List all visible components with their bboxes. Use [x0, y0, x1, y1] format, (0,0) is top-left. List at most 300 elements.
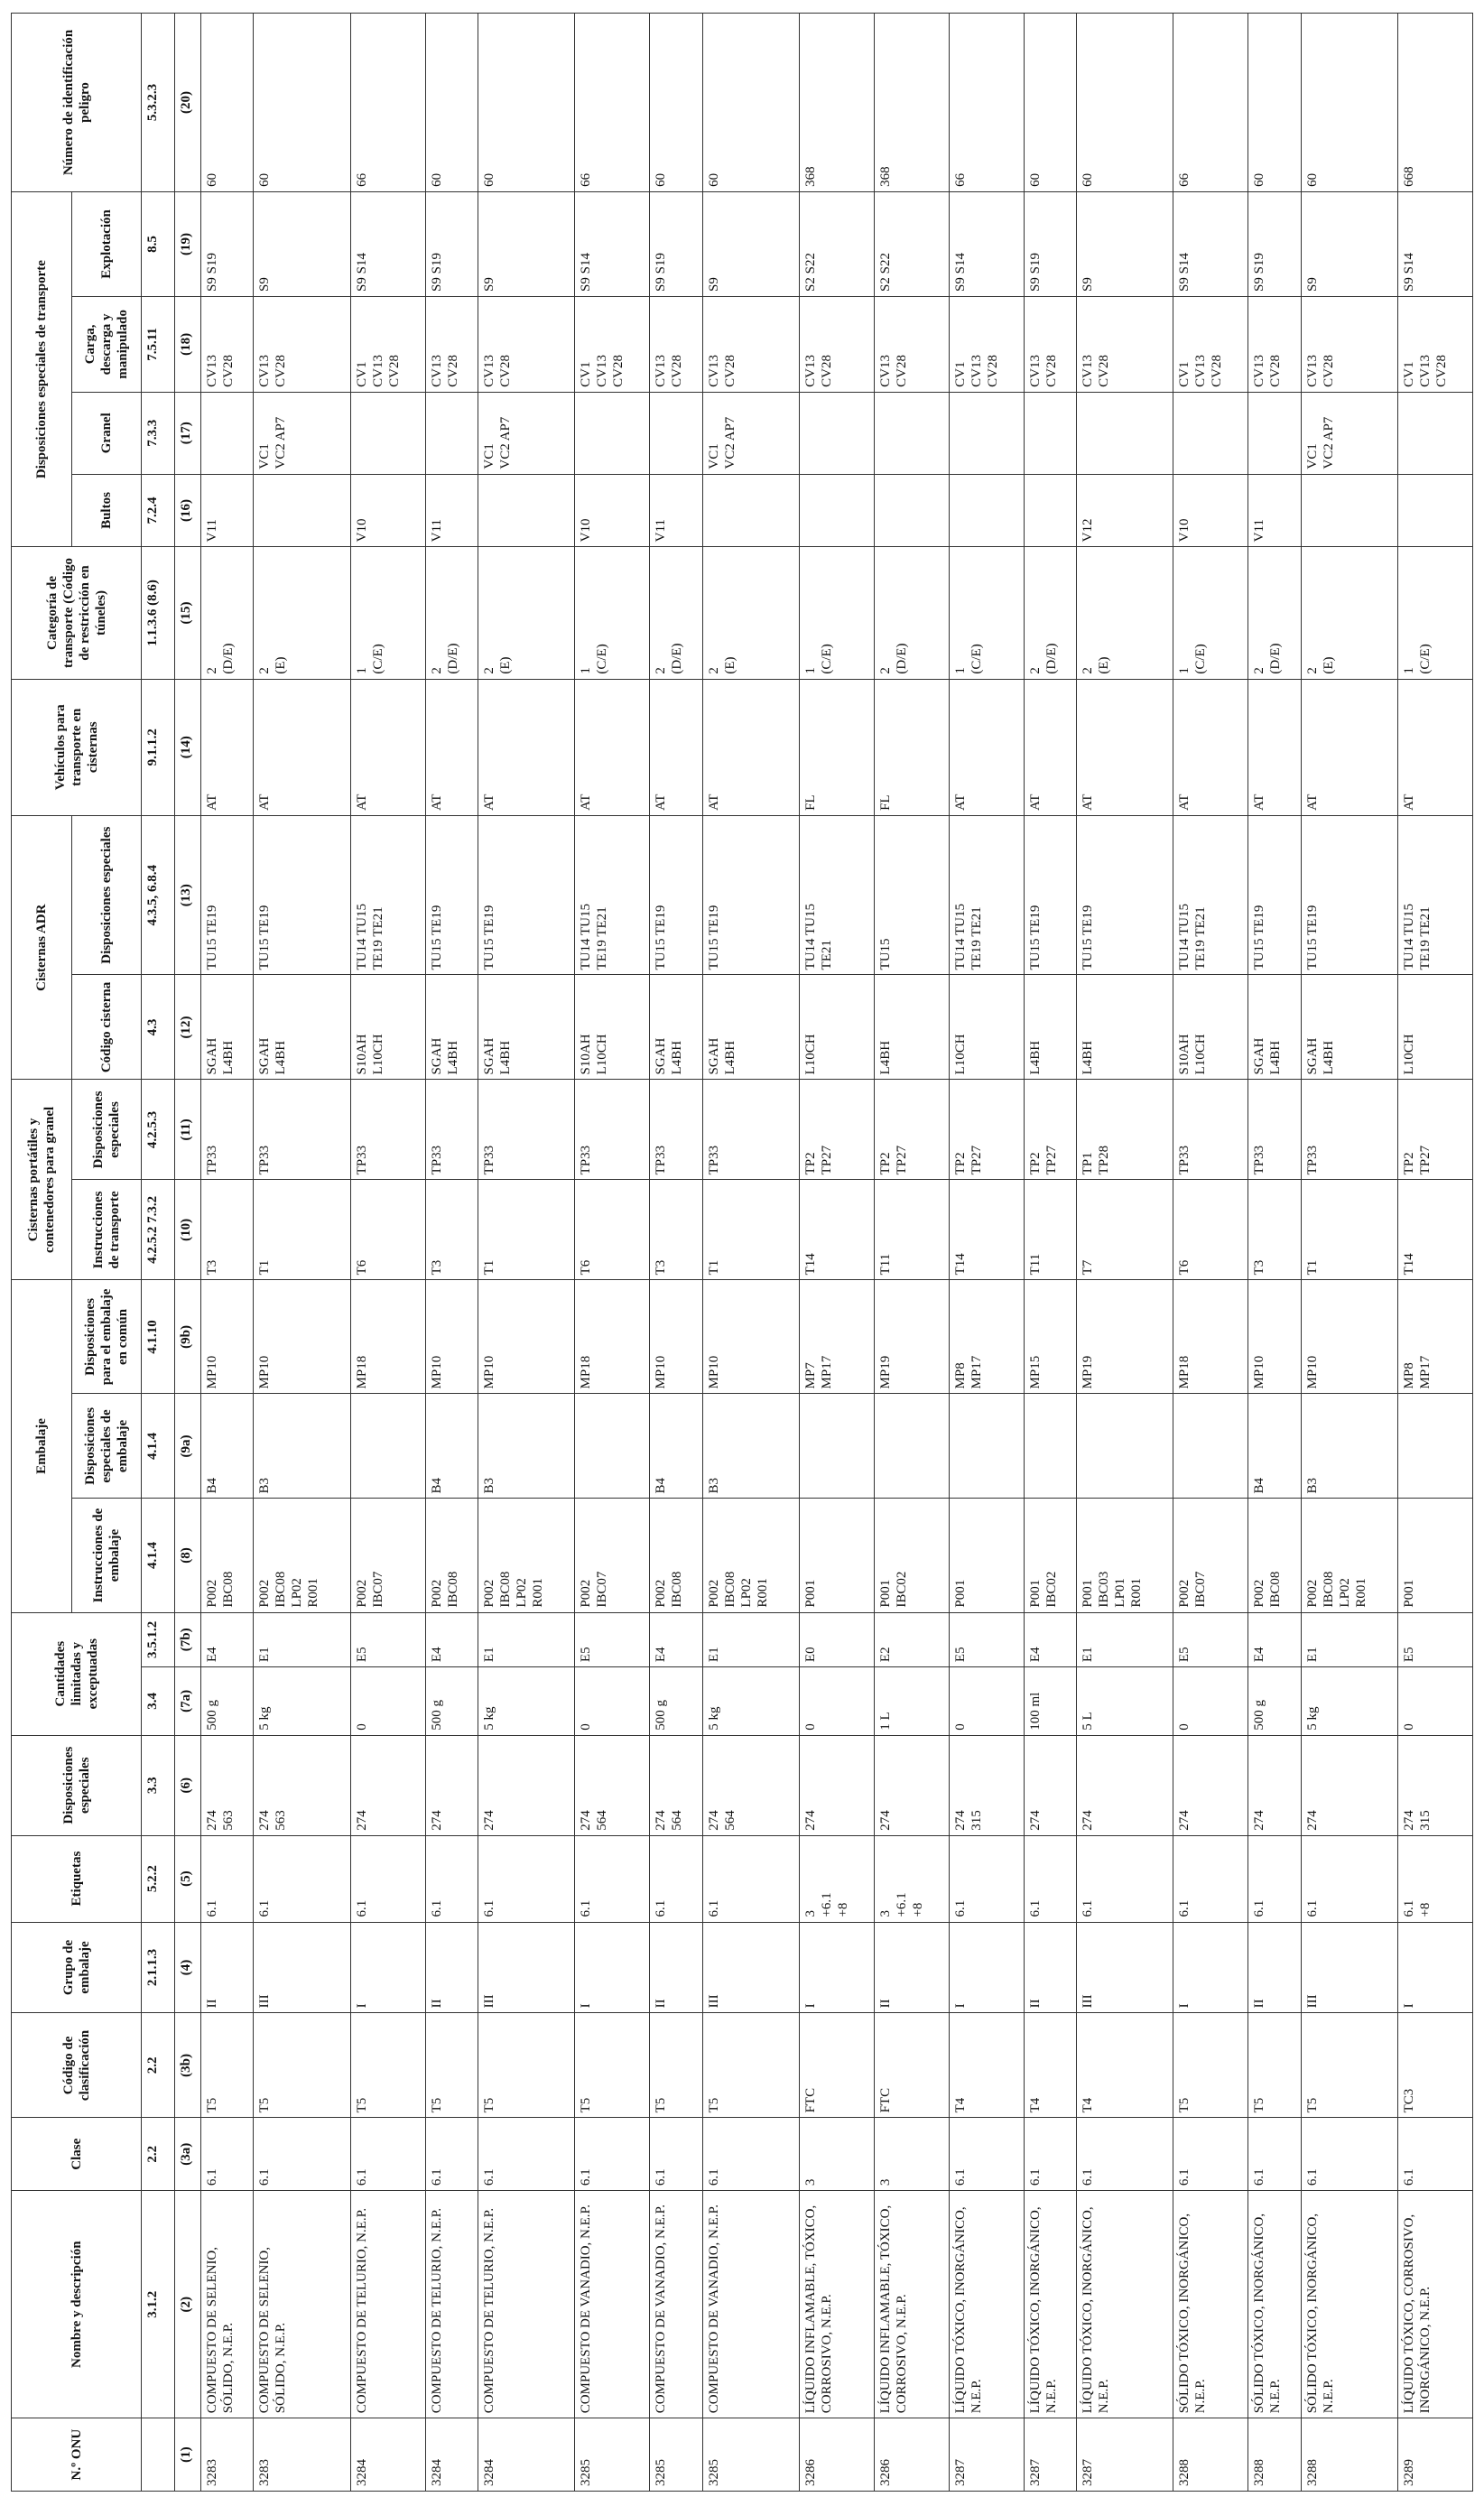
table-cell: VC1 VC2 AP7	[254, 392, 350, 474]
column-number-cell: (20)	[175, 14, 201, 192]
table-cell: II	[874, 1922, 949, 2013]
table-cell: B3	[1301, 1394, 1397, 1499]
table-cell: B3	[254, 1394, 350, 1499]
table-cell: COMPUESTO DE TELURIO, N.E.P.	[478, 2191, 575, 2418]
table-row	[949, 14, 1024, 2492]
header-packaging: Embalaje	[12, 1280, 72, 1612]
table-cell: AT	[1248, 679, 1301, 815]
table-cell: TU14 TU15 TE19 TE21	[575, 815, 650, 975]
table-cell: AT	[575, 679, 650, 815]
table-row	[478, 14, 575, 2492]
table-cell: S9 S19	[425, 191, 478, 296]
table-cell	[1077, 392, 1173, 474]
table-cell: 60	[650, 14, 702, 192]
table-cell: AT	[425, 679, 478, 815]
table-cell: P002 IBC07	[1173, 1499, 1248, 1612]
header-transport-category: Categoría de transporte (Código de restricción en túneles)	[12, 547, 142, 679]
table-cell: 1 (C/E)	[800, 547, 875, 679]
table-cell: 2 (E)	[254, 547, 350, 679]
table-cell: T6	[575, 1180, 650, 1280]
table-cell: P002 IBC07	[350, 1499, 425, 1612]
table-cell: 274	[1173, 1735, 1248, 1835]
table-cell: TP33	[575, 1080, 650, 1180]
column-number-cell: (12)	[175, 975, 201, 1080]
table-cell: TP2 TP27	[949, 1080, 1024, 1180]
table-cell: TP1 TP28	[1077, 1080, 1173, 1180]
table-cell: 0	[350, 1667, 425, 1736]
table-cell: 3284	[350, 2418, 425, 2492]
table-cell: TP33	[650, 1080, 702, 1180]
table-cell: P002 IBC08 LP02 R001	[254, 1499, 350, 1612]
table-cell: TU15 TE19	[201, 815, 254, 975]
header-packing-group: Grupo de embalaje	[12, 1922, 142, 2013]
table-cell: 3 +6.1 +8	[800, 1835, 875, 1922]
column-number-cell: (3b)	[175, 2013, 201, 2118]
table-cell: TU15 TE19	[1024, 815, 1076, 975]
table-cell: SGAH L4BH	[478, 975, 575, 1080]
table-cell	[1024, 474, 1076, 547]
table-cell: P001 IBC03 LP01 R001	[1077, 1499, 1173, 1612]
table-cell: 3283	[254, 2418, 350, 2492]
table-cell: LÍQUIDO TÓXICO, CORROSIVO, INORGÁNICO, N.E.P.	[1398, 2191, 1473, 2418]
table-cell	[575, 392, 650, 474]
table-cell: MP15	[1024, 1280, 1076, 1394]
table-cell: 274 563	[201, 1735, 254, 1835]
table-cell: T3	[425, 1180, 478, 1280]
table-cell: 60	[1077, 14, 1173, 192]
table-cell: SGAH L4BH	[702, 975, 799, 1080]
table-cell: T3	[1248, 1180, 1301, 1280]
table-cell: AT	[201, 679, 254, 815]
table-cell: 274	[800, 1735, 875, 1835]
table-cell	[254, 474, 350, 547]
table-cell: MP10	[478, 1280, 575, 1394]
table-cell: S9	[478, 191, 575, 296]
table-cell: TU14 TU15 TE19 TE21	[949, 815, 1024, 975]
table-cell: 60	[425, 14, 478, 192]
table-cell: 3288	[1173, 2418, 1248, 2492]
table-cell: T5	[478, 2013, 575, 2118]
table-cell: TU15 TE19	[1077, 815, 1173, 975]
table-row	[201, 14, 254, 2492]
reference-cell: 3.1.2	[142, 2191, 175, 2418]
table-cell: I	[949, 1922, 1024, 2013]
table-cell	[1301, 474, 1397, 547]
table-cell: CV13 CV28	[874, 296, 949, 392]
table-cell: T4	[1077, 2013, 1173, 2118]
table-cell: 6.1	[1077, 2118, 1173, 2191]
table-cell	[650, 392, 702, 474]
table-cell: S10AH L10CH	[350, 975, 425, 1080]
table-cell: COMPUESTO DE SELENIO, SÓLIDO, N.E.P.	[201, 2191, 254, 2418]
table-cell: S9 S14	[949, 191, 1024, 296]
table-cell: L4BH	[1024, 975, 1076, 1080]
column-number-cell: (8)	[175, 1499, 201, 1612]
column-number-cell: (2)	[175, 2191, 201, 2418]
table-cell: I	[575, 1922, 650, 2013]
reference-cell: 4.1.10	[142, 1280, 175, 1394]
column-number-cell: (15)	[175, 547, 201, 679]
table-cell: CV1 CV13 CV28	[350, 296, 425, 392]
table-cell: B4	[1248, 1394, 1301, 1499]
header-row-groups	[12, 14, 72, 2492]
table-cell: P001	[800, 1499, 875, 1612]
column-number-cell: (14)	[175, 679, 201, 815]
table-cell: 60	[478, 14, 575, 192]
table-cell: 274 563	[254, 1735, 350, 1835]
reference-cell: 8.5	[142, 191, 175, 296]
reference-cell: 9.1.1.2	[142, 679, 175, 815]
table-cell: 274	[1248, 1735, 1301, 1835]
table-cell: E1	[1301, 1612, 1397, 1667]
header-portable-tanks: Cisternas portátiles y contenedores para granel	[12, 1080, 72, 1280]
table-cell: T4	[1024, 2013, 1076, 2118]
table-cell: 6.1	[1248, 1835, 1301, 1922]
table-cell: E1	[478, 1612, 575, 1667]
table-cell: 1 (C/E)	[1173, 547, 1248, 679]
table-cell: V10	[350, 474, 425, 547]
table-cell: TP33	[478, 1080, 575, 1180]
table-cell: MP10	[650, 1280, 702, 1394]
table-cell	[949, 392, 1024, 474]
table-row	[350, 14, 425, 2492]
header-column-number-row	[175, 14, 201, 2492]
table-cell: 2 (E)	[1077, 547, 1173, 679]
table-cell: 60	[702, 14, 799, 192]
table-cell: T11	[874, 1180, 949, 1280]
table-cell: T14	[1398, 1180, 1473, 1280]
reference-cell: 3.5.1.2	[142, 1612, 175, 1667]
table-cell: E1	[254, 1612, 350, 1667]
table-cell: 1 (C/E)	[575, 547, 650, 679]
table-cell: 6.1	[702, 2118, 799, 2191]
table-cell: 368	[800, 14, 875, 192]
table-cell: FL	[800, 679, 875, 815]
table-cell: II	[1248, 1922, 1301, 2013]
table-cell: LÍQUIDO TÓXICO, INORGÁNICO, N.E.P.	[949, 2191, 1024, 2418]
table-cell: T1	[1301, 1180, 1397, 1280]
table-cell: II	[1024, 1922, 1076, 2013]
table-cell: 1 (C/E)	[350, 547, 425, 679]
table-cell: 274 564	[575, 1735, 650, 1835]
table-cell: 5 L	[1077, 1667, 1173, 1736]
table-cell: 5 kg	[478, 1667, 575, 1736]
table-cell: E1	[1077, 1612, 1173, 1667]
table-cell: II	[201, 1922, 254, 2013]
table-cell: S10AH L10CH	[575, 975, 650, 1080]
table-cell: VC1 VC2 AP7	[478, 392, 575, 474]
table-cell: V10	[1173, 474, 1248, 547]
table-cell: I	[1173, 1922, 1248, 2013]
table-cell: 2 (D/E)	[1024, 547, 1076, 679]
table-cell: 3286	[874, 2418, 949, 2492]
table-cell: T5	[350, 2013, 425, 2118]
table-cell: S9 S19	[1248, 191, 1301, 296]
table-cell: COMPUESTO DE TELURIO, N.E.P.	[425, 2191, 478, 2418]
table-cell: AT	[1024, 679, 1076, 815]
table-cell	[1024, 1394, 1076, 1499]
table-cell: 60	[1024, 14, 1076, 192]
table-cell: 274 564	[702, 1735, 799, 1835]
table-cell: TP33	[702, 1080, 799, 1180]
table-cell: P002 IBC08	[1248, 1499, 1301, 1612]
table-cell: S2 S22	[800, 191, 875, 296]
table-cell: 3286	[800, 2418, 875, 2492]
header-name: Nombre y descripción	[12, 2191, 142, 2418]
header-bulk: Granel	[72, 392, 142, 474]
table-cell: 3287	[1077, 2418, 1173, 2492]
table-cell	[575, 1394, 650, 1499]
table-cell: E0	[800, 1612, 875, 1667]
table-cell	[1077, 1394, 1173, 1499]
table-cell: S9	[1301, 191, 1397, 296]
table-cell: 3284	[478, 2418, 575, 2492]
table-cell: 2 (D/E)	[650, 547, 702, 679]
table-cell: S9 S14	[1173, 191, 1248, 296]
table-cell: MP7 MP17	[800, 1280, 875, 1394]
column-number-cell: (17)	[175, 392, 201, 474]
table-cell: T14	[800, 1180, 875, 1280]
header-adr-special-provisions: Disposiciones especiales	[72, 815, 142, 975]
table-cell: L10CH	[949, 975, 1024, 1080]
table-cell: T7	[1077, 1180, 1173, 1280]
table-cell: TU15 TE19	[1301, 815, 1397, 975]
table-row	[1301, 14, 1397, 2492]
table-cell: T3	[650, 1180, 702, 1280]
header-tank-code: Código cisterna	[72, 975, 142, 1080]
table-cell: 60	[254, 14, 350, 192]
table-cell: 274	[1077, 1735, 1173, 1835]
column-number-cell: (5)	[175, 1835, 201, 1922]
table-cell: P002 IBC08	[425, 1499, 478, 1612]
table-cell: E4	[1248, 1612, 1301, 1667]
header-hazard-id: Número de identificación peligro	[12, 14, 142, 192]
table-cell: 3285	[650, 2418, 702, 2492]
table-cell: 3287	[1024, 2418, 1076, 2492]
column-number-cell: (9b)	[175, 1280, 201, 1394]
header-operation: Explotación	[72, 191, 142, 296]
table-cell: 66	[350, 14, 425, 192]
table-cell: VC1 VC2 AP7	[1301, 392, 1397, 474]
table-cell: 2 (D/E)	[1248, 547, 1301, 679]
table-cell: P002 IBC08	[201, 1499, 254, 1612]
column-number-cell: (6)	[175, 1735, 201, 1835]
table-cell: II	[650, 1922, 702, 2013]
table-cell: TC3	[1398, 2013, 1473, 2118]
header-special-provisions: Disposiciones especiales	[12, 1735, 142, 1835]
table-cell: TP33	[1173, 1080, 1248, 1180]
table-cell: MP10	[702, 1280, 799, 1394]
table-cell: 3	[874, 2118, 949, 2191]
table-cell: 100 ml	[1024, 1667, 1076, 1736]
table-row	[1173, 14, 1248, 2492]
table-cell: TU14 TU15 TE21	[800, 815, 875, 975]
table-cell	[201, 392, 254, 474]
reference-cell: 5.3.2.3	[142, 14, 175, 192]
table-cell	[800, 474, 875, 547]
column-number-cell: (7b)	[175, 1612, 201, 1667]
table-cell: 6.1	[1024, 2118, 1076, 2191]
table-cell: B4	[425, 1394, 478, 1499]
reference-cell: 4.3.5, 6.8.4	[142, 815, 175, 975]
table-cell: 6.1	[254, 2118, 350, 2191]
table-cell	[874, 392, 949, 474]
table-cell: 66	[575, 14, 650, 192]
table-cell: TU15 TE19	[1248, 815, 1301, 975]
table-cell: L4BH	[874, 975, 949, 1080]
table-cell: TP33	[1248, 1080, 1301, 1180]
table-cell: SGAH L4BH	[201, 975, 254, 1080]
table-cell: S9	[254, 191, 350, 296]
table-cell: 6.1	[949, 1835, 1024, 1922]
header-classification-code: Código de clasificación	[12, 2013, 142, 2118]
table-cell: 60	[1248, 14, 1301, 192]
reference-cell	[142, 2418, 175, 2492]
table-cell	[1173, 392, 1248, 474]
table-cell: LÍQUIDO INFLAMABLE, TÓXICO, CORROSIVO, N.E.P.	[800, 2191, 875, 2418]
table-cell: E5	[350, 1612, 425, 1667]
table-cell: CV13 CV28	[425, 296, 478, 392]
table-row	[254, 14, 350, 2492]
table-cell: AT	[702, 679, 799, 815]
table-cell: AT	[254, 679, 350, 815]
table-cell: CV13 CV28	[201, 296, 254, 392]
column-number-cell: (18)	[175, 296, 201, 392]
table-cell: B3	[478, 1394, 575, 1499]
table-cell: T5	[254, 2013, 350, 2118]
table-cell: T11	[1024, 1180, 1076, 1280]
column-number-cell: (16)	[175, 474, 201, 547]
table-cell: TP33	[350, 1080, 425, 1180]
table-cell: S9 S14	[350, 191, 425, 296]
header-un: N.º ONU	[12, 2418, 142, 2492]
table-cell: 3287	[949, 2418, 1024, 2492]
table-cell: B3	[702, 1394, 799, 1499]
table-row	[1398, 14, 1473, 2492]
table-cell: CV13 CV28	[650, 296, 702, 392]
table-cell: E1	[702, 1612, 799, 1667]
table-cell: 1 (C/E)	[1398, 547, 1473, 679]
table-cell	[350, 1394, 425, 1499]
table-cell: 2 (E)	[1301, 547, 1397, 679]
table-cell: V11	[650, 474, 702, 547]
table-cell: 6.1	[1248, 2118, 1301, 2191]
reference-cell: 3.4	[142, 1667, 175, 1736]
header-special-packing-provisions: Disposiciones especiales de embalaje	[72, 1394, 142, 1499]
table-cell: MP8 MP17	[1398, 1280, 1473, 1394]
table-cell: AT	[350, 679, 425, 815]
table-cell: MP10	[201, 1280, 254, 1394]
table-cell: T5	[201, 2013, 254, 2118]
table-cell: III	[1077, 1922, 1173, 2013]
table-cell: V12	[1077, 474, 1173, 547]
table-cell: 5 kg	[1301, 1667, 1397, 1736]
table-cell: E4	[425, 1612, 478, 1667]
table-cell: 3284	[425, 2418, 478, 2492]
table-cell: III	[702, 1922, 799, 2013]
table-cell: 6.1	[478, 1835, 575, 1922]
table-cell: 6.1	[1398, 2118, 1473, 2191]
table-cell: 274 315	[949, 1735, 1024, 1835]
table-cell: LÍQUIDO TÓXICO, INORGÁNICO, N.E.P.	[1024, 2191, 1076, 2418]
table-body	[201, 14, 1473, 2492]
table-cell: I	[1398, 1922, 1473, 2013]
table-cell: S9 S14	[575, 191, 650, 296]
table-cell: II	[425, 1922, 478, 2013]
table-cell: CV13 CV28	[1024, 296, 1076, 392]
table-row	[1077, 14, 1173, 2492]
table-cell: 2 (E)	[478, 547, 575, 679]
header-tank-special-provisions: Disposiciones especiales	[72, 1080, 142, 1180]
table-cell: TP2 TP27	[800, 1080, 875, 1180]
table-cell: SGAH L4BH	[254, 975, 350, 1080]
table-cell	[1173, 1394, 1248, 1499]
table-row	[575, 14, 650, 2492]
table-cell: AT	[1301, 679, 1397, 815]
column-number-cell: (11)	[175, 1080, 201, 1180]
table-cell: III	[254, 1922, 350, 2013]
table-row	[800, 14, 875, 2492]
table-cell: 6.1	[575, 2118, 650, 2191]
table-cell: MP18	[1173, 1280, 1248, 1394]
table-cell: MP8 MP17	[949, 1280, 1024, 1394]
table-cell: T5	[575, 2013, 650, 2118]
table-cell: 60	[201, 14, 254, 192]
table-cell: V11	[425, 474, 478, 547]
table-cell	[425, 392, 478, 474]
table-cell: 5 kg	[702, 1667, 799, 1736]
table-cell: 6.1	[1301, 2118, 1397, 2191]
table-cell	[874, 474, 949, 547]
header-vehicle: Vehículos para transporte en cisternas	[12, 679, 142, 815]
table-cell	[1024, 392, 1076, 474]
table-cell: P001 IBC02	[1024, 1499, 1076, 1612]
table-cell: 0	[949, 1667, 1024, 1736]
column-number-cell: (9a)	[175, 1394, 201, 1499]
table-cell	[949, 1394, 1024, 1499]
column-number-cell: (7a)	[175, 1667, 201, 1736]
table-cell: 6.1	[201, 1835, 254, 1922]
table-cell: CV1 CV13 CV28	[949, 296, 1024, 392]
table-cell: 6.1	[650, 2118, 702, 2191]
table-cell: B4	[201, 1394, 254, 1499]
table-cell	[1398, 474, 1473, 547]
reference-cell: 4.1.4	[142, 1499, 175, 1612]
table-cell	[350, 392, 425, 474]
reference-cell: 1.1.3.6 (8.6)	[142, 547, 175, 679]
column-number-cell: (10)	[175, 1180, 201, 1280]
table-cell: MP10	[254, 1280, 350, 1394]
table-cell: T3	[201, 1180, 254, 1280]
table-cell: TP33	[1301, 1080, 1397, 1180]
table-row	[1248, 14, 1301, 2492]
table-cell: 274	[1301, 1735, 1397, 1835]
reference-cell: 3.3	[142, 1735, 175, 1835]
table-cell: P002 IBC07	[575, 1499, 650, 1612]
table-cell: T14	[949, 1180, 1024, 1280]
table-cell: 3	[800, 2118, 875, 2191]
table-cell: 6.1	[350, 1835, 425, 1922]
table-cell: P002 IBC08 LP02 R001	[478, 1499, 575, 1612]
table-cell: MP19	[1077, 1280, 1173, 1394]
table-cell: CV1 CV13 CV28	[1398, 296, 1473, 392]
table-cell: AT	[478, 679, 575, 815]
table-cell: E5	[1173, 1612, 1248, 1667]
table-cell: 6.1	[425, 2118, 478, 2191]
table-cell: V11	[1248, 474, 1301, 547]
table-cell: III	[478, 1922, 575, 2013]
table-cell: TU15 TE19	[478, 815, 575, 975]
